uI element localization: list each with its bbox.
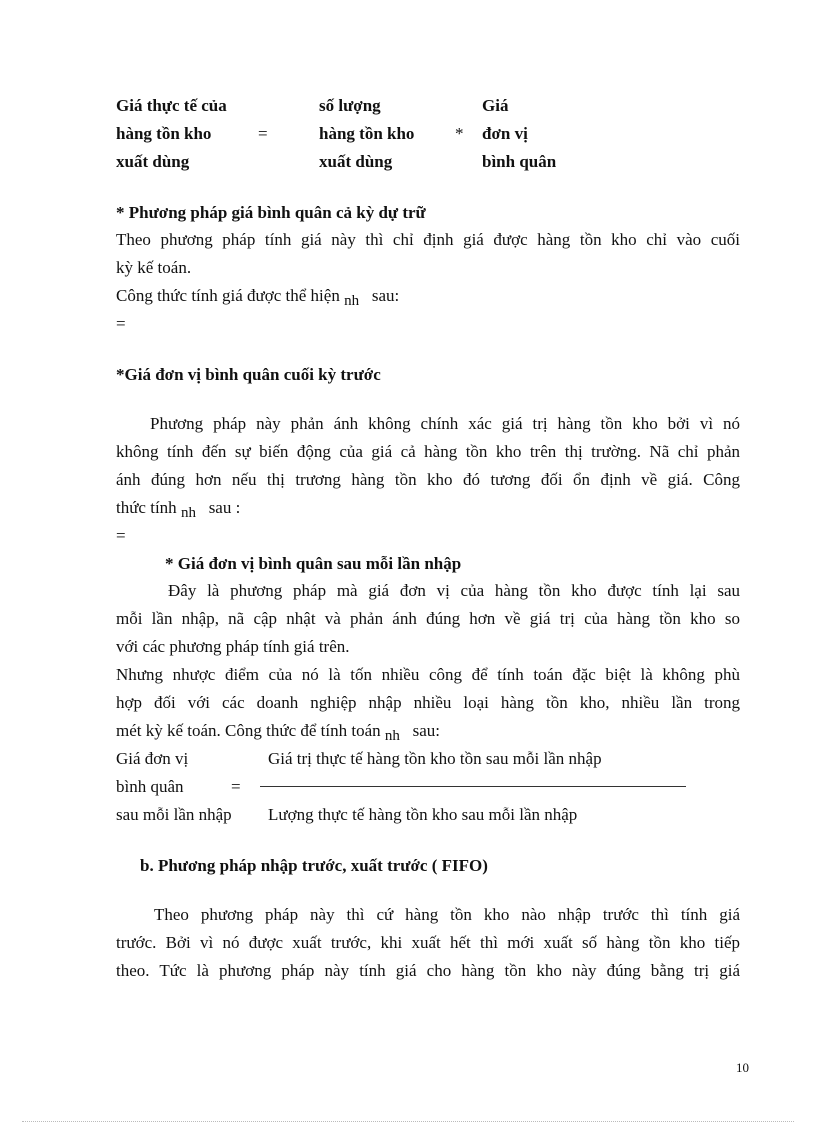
heading-fifo: b. Phương pháp nhập trước, xuất trước ( FIFO) xyxy=(140,856,488,875)
formula1-left-line1: Giá thực tế của xyxy=(116,96,227,115)
each-import-l6b: sau: xyxy=(412,721,441,740)
nh-fragment: nh xyxy=(344,293,360,309)
formula1-left-line2: hàng tồn kho xyxy=(116,124,212,143)
fifo-line1: Theo phương pháp này thì cứ hàng tồn kho nào nhập trước thì tính giá xyxy=(154,905,740,924)
prev-period-line4 xyxy=(116,494,240,523)
prev-period-line3: ánh đúng hơn nếu thị trương hàng tồn kho đó tương đối ổn định về giá. Công xyxy=(116,470,740,489)
prev-period-equals: = xyxy=(116,526,126,545)
fraction-bar xyxy=(260,786,686,787)
formula-intro-text: Công thức tính giá được thể hiện xyxy=(116,286,340,305)
formula1-middle-line1: số lượng xyxy=(319,96,381,115)
formula2-denominator: Lượng thực tế hàng tồn kho sau mỗi lần nhập xyxy=(268,805,578,824)
formula1-right-line1: Giá xyxy=(482,96,509,115)
avg-period-line2: kỳ kế toán. xyxy=(116,258,192,277)
prev-period-l4a: thức tính xyxy=(116,498,177,517)
fifo-line2: trước. Bởi vì nó được xuất trước, khi xuất hết thì mới xuất số hàng tồn kho tiếp xyxy=(116,933,740,952)
heading-each-import: * Giá đơn vị bình quân sau mỗi lần nhập xyxy=(165,554,462,573)
fifo-line3: theo. Tức là phương pháp này tính giá cho hàng tồn kho này đúng bằng trị giá xyxy=(116,961,740,980)
prev-period-line2: không tính đến sự biến động của giá cả hàng tồn kho trên thị trường. Nã chỉ phản xyxy=(116,442,740,461)
formula1-middle-line2: hàng tồn kho xyxy=(319,124,415,143)
avg-period-equals: = xyxy=(116,314,126,333)
footer-divider xyxy=(22,1121,794,1122)
nh-fragment: nh xyxy=(384,728,400,744)
formula2-numerator: Giá trị thực tế hàng tồn kho tồn sau mỗi lần nhập xyxy=(268,749,602,768)
each-import-line5: hợp đối với các doanh nghiệp nhập nhiều loại hàng tồn kho, nhiều lần trong xyxy=(116,693,740,712)
page-number: 10 xyxy=(736,1060,749,1075)
formula1-times: * xyxy=(455,124,464,143)
nh-fragment: nh xyxy=(180,505,196,521)
each-import-l6a: mét kỳ kế toán. Công thức để tính toán xyxy=(116,721,381,740)
formula1-middle-line3: xuất dùng xyxy=(319,152,393,171)
each-import-line4: Nhưng nhược điểm của nó là tốn nhiều công để tính toán đặc biệt là không phù xyxy=(116,665,740,684)
formula2-left1: Giá đơn vị xyxy=(116,749,189,768)
prev-period-line1: Phương pháp này phản ánh không chính xác giá trị hàng tồn kho bởi vì nó xyxy=(150,414,740,433)
heading-prev-period: *Giá đơn vị bình quân cuối kỳ trước xyxy=(116,365,381,384)
formula1-left-line3: xuất dùng xyxy=(116,152,190,171)
each-import-line6 xyxy=(116,717,440,746)
formula2-equals: = xyxy=(231,777,241,796)
avg-period-formula-intro xyxy=(116,282,399,311)
each-import-line1: Đây là phương pháp mà giá đơn vị của hàng tồn kho được tính lại sau xyxy=(168,581,740,600)
formula2-left2: bình quân xyxy=(116,777,184,796)
heading-avg-period: * Phương pháp giá bình quân cả kỳ dự trữ xyxy=(116,203,426,222)
formula1-right-line3: bình quân xyxy=(482,152,557,171)
formula1-right-line2: đơn vị xyxy=(482,124,528,143)
formula1-equals: = xyxy=(258,124,268,143)
formula-tail-text: sau: xyxy=(371,286,400,305)
prev-period-l4b: sau : xyxy=(208,498,241,517)
formula2-left3: sau mỗi lần nhập xyxy=(116,805,232,824)
avg-period-line1: Theo phương pháp tính giá này thì chỉ định giá được hàng tồn kho chỉ vào cuối xyxy=(116,230,740,249)
each-import-line3: với các phương pháp tính giá trên. xyxy=(116,637,350,656)
each-import-line2: mỗi lần nhập, nã cập nhật và phản ánh đúng hơn về giá trị của hàng tồn kho so xyxy=(116,609,740,628)
